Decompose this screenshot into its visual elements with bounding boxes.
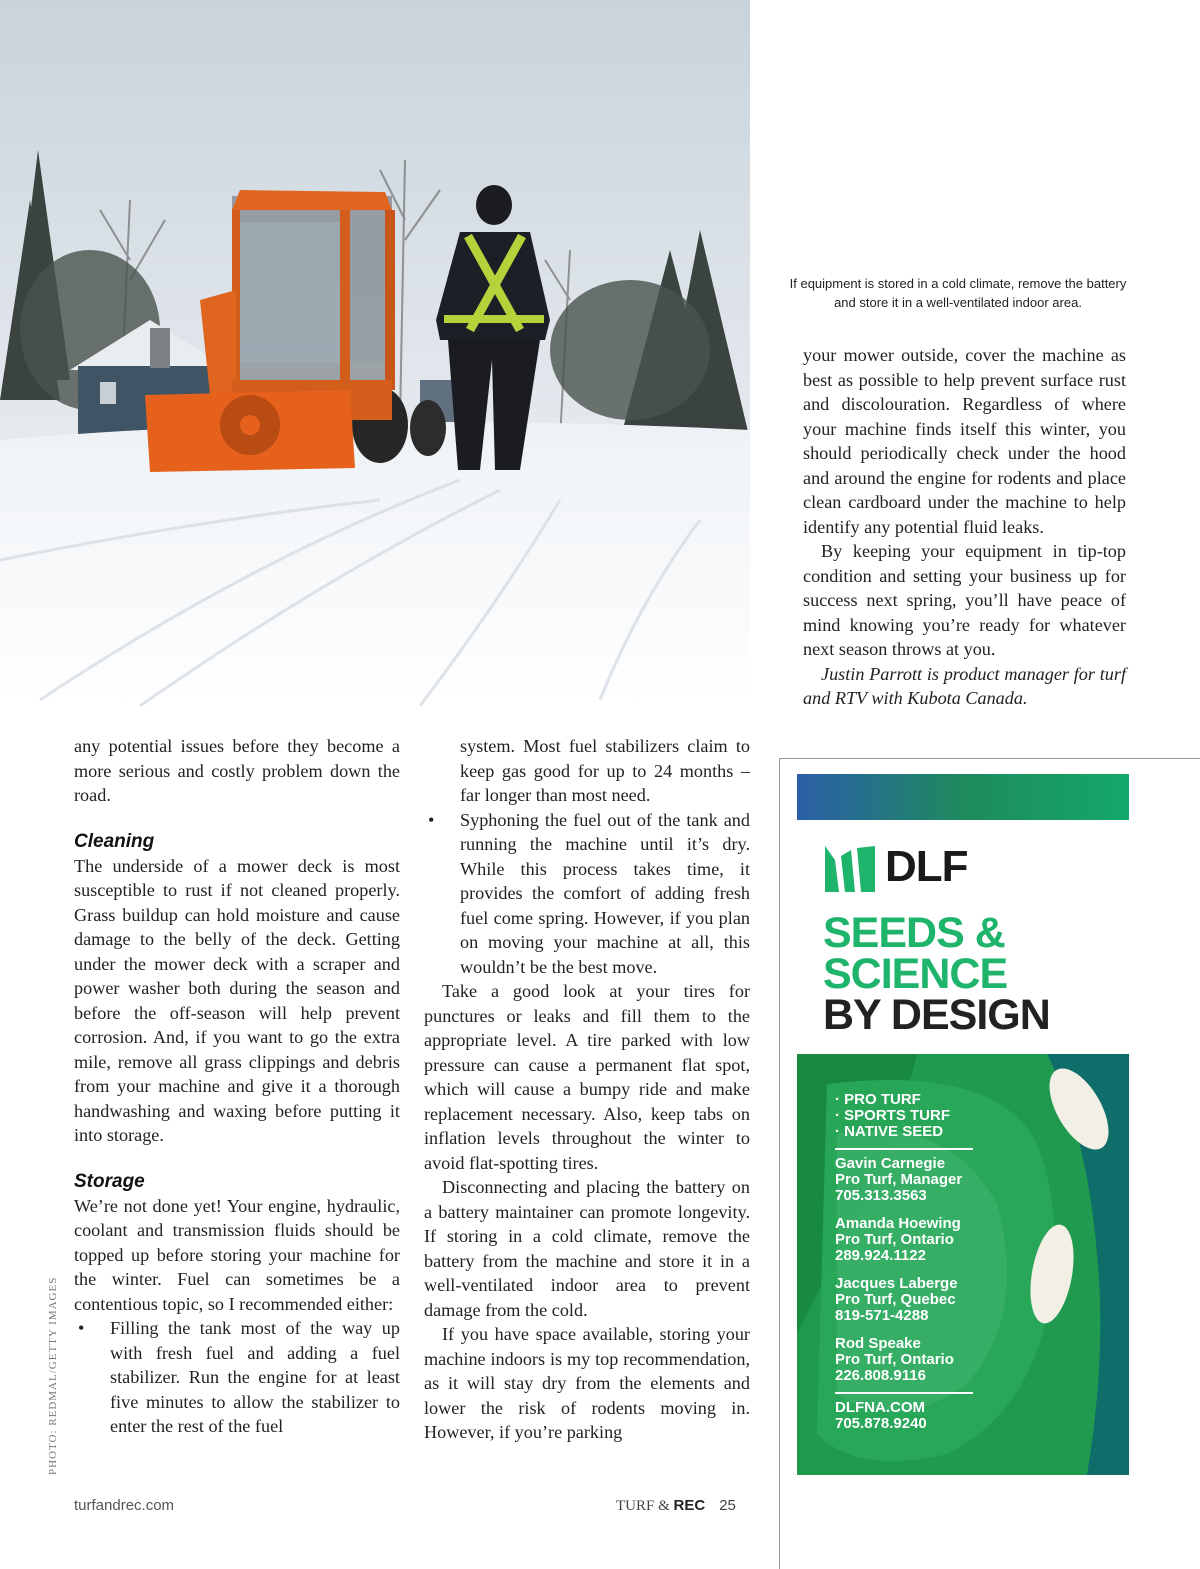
paragraph: We’re not done yet! Your engine, hydraulic, coolant and transmission fluids should be topped up before storing your machine for the winter. Fuel can sometimes be a contentious topic, so I recommended either:	[74, 1195, 400, 1314]
footer-url[interactable]: turfandrec.com	[74, 1497, 175, 1514]
contact-phone[interactable]: 819-571-4288	[835, 1307, 929, 1324]
paragraph: Take a good look at your tires for punctures or leaks and fill them to the appropriate level. A tire parked with low pressure can cause a permanent flat spot, which will cause a bumpy ride and make replacement necessary. Also, keep tabs on inflation levels throughout the winter to avoid flat-spotting tires.	[424, 981, 750, 1173]
article-column-3	[803, 343, 1126, 711]
list-item: • Filling the tank most of the way up with fresh fuel and adding a fuel stabilizer. Run the engine for at least five minutes to allow the stabilizer to enter the rest of the fuel	[74, 1316, 400, 1439]
ad-brand: DLF	[885, 842, 968, 891]
paragraph: your mower outside, cover the machine as best as possible to help prevent surface rust and discolouration. Regardless of where your machine finds itself this winter, you should periodically check under the hood and around the engine for rodents and place clean cardboard under the machine to help identify any potential fluid leaks.	[803, 345, 1126, 537]
paragraph: The underside of a mower deck is most susceptible to rust if not cleaned properly. Grass buildup can hold moisture and cause damage to the belly of the deck. Getting under the mower deck with a scraper and power washer both during the season and before the off-season will help prevent corrosion. And, if you want to go the extra mile, remove all grass clippings and debris from your machine and give it a thorough handwashing and waxing before putting it into storage.	[74, 855, 400, 1145]
ad-headline-2: SCIENCE	[823, 950, 1008, 998]
list-item: · SPORTS TURF	[835, 1107, 950, 1124]
contact-role: Pro Turf, Ontario	[835, 1351, 954, 1368]
paragraph: By keeping your equipment in tip-top condition and setting your business up for success next spring, you’ll have peace of mind knowing you’re ready for whatever next season throws at you.	[803, 541, 1126, 659]
list-item-continued: system. Most fuel stabilizers claim to keep gas good for up to 24 months – far longer than most need.	[460, 736, 750, 805]
contact-role: Pro Turf, Quebec	[835, 1291, 956, 1308]
photo-caption: If equipment is stored in a cold climate, remove the battery and store it in a well-ventilated indoor area.	[789, 276, 1127, 310]
paragraph: Disconnecting and placing the battery on a battery maintainer can promote longevity. If storing in a cold climate, remove the battery from the machine and store it in a well-ventilated indoor area to prevent damage from the cold.	[424, 1177, 750, 1320]
list-item: • Syphoning the fuel out of the tank and running the machine until it’s dry. While this process takes time, it provides the comfort of adding fresh fuel come spring. However, if you plan on moving your machine at all, this wouldn’t be the best move.	[424, 808, 750, 980]
divider	[835, 1392, 973, 1394]
magazine-name-a: TURF &	[616, 1498, 674, 1514]
contact-name: Amanda Hoewing	[835, 1215, 961, 1232]
dlf-advertisement[interactable]	[797, 774, 1129, 1475]
ad-website[interactable]: DLFNA.COM	[835, 1399, 925, 1416]
page-number: 25	[719, 1497, 736, 1514]
photo-credit: PHOTO: REDMAL/GETTY IMAGES	[47, 1276, 59, 1475]
contact-item	[835, 1276, 975, 1324]
divider	[835, 1148, 973, 1150]
contact-name: Jacques Laberge	[835, 1275, 958, 1292]
contact-name: Gavin Carnegie	[835, 1155, 946, 1172]
contact-name: Rod Speake	[835, 1335, 921, 1352]
dlf-logo-icon	[825, 846, 875, 892]
footer-magazine	[616, 1497, 736, 1515]
contact-item	[835, 1156, 975, 1204]
snow-blower-photo-icon	[0, 0, 750, 706]
contact-item	[835, 1336, 975, 1384]
article-column-1	[74, 734, 400, 1439]
bullet-list	[74, 1316, 400, 1439]
list-item: · PRO TURF	[835, 1091, 921, 1108]
paragraph: If you have space available, storing your machine indoors is my top recommendation, as it will stay dry from the elements and lower the risk of rodents moving in. However, if you’re parking	[424, 1324, 750, 1442]
ad-contact-block	[835, 1092, 975, 1432]
bullet-list	[424, 734, 750, 979]
author-bio: Justin Parrott is product manager for turf and RTV with Kubota Canada.	[803, 663, 1126, 708]
contact-phone[interactable]: 226.808.9116	[835, 1367, 926, 1384]
contact-role: Pro Turf, Manager	[835, 1171, 963, 1188]
contact-item	[835, 1216, 975, 1264]
ad-gradient-bar	[797, 774, 1129, 820]
contact-phone[interactable]: 289.924.1122	[835, 1247, 926, 1264]
paragraph: any potential issues before they become a more serious and costly problem down the road.	[74, 736, 400, 805]
heading-storage: Storage	[74, 1170, 145, 1192]
ad-headline-1: SEEDS &	[823, 909, 1005, 957]
article-column-2	[424, 734, 750, 1445]
magazine-name-b: REC	[673, 1497, 706, 1514]
list-item: · NATIVE SEED	[835, 1123, 944, 1140]
hero-photo	[0, 0, 750, 706]
contact-phone[interactable]: 705.313.3563	[835, 1187, 927, 1204]
ad-website-phone[interactable]: 705.878.9240	[835, 1415, 927, 1432]
heading-cleaning: Cleaning	[74, 830, 155, 852]
product-list	[835, 1092, 975, 1140]
contact-role: Pro Turf, Ontario	[835, 1231, 954, 1248]
ad-headline-3: BY DESIGN	[823, 991, 1050, 1039]
